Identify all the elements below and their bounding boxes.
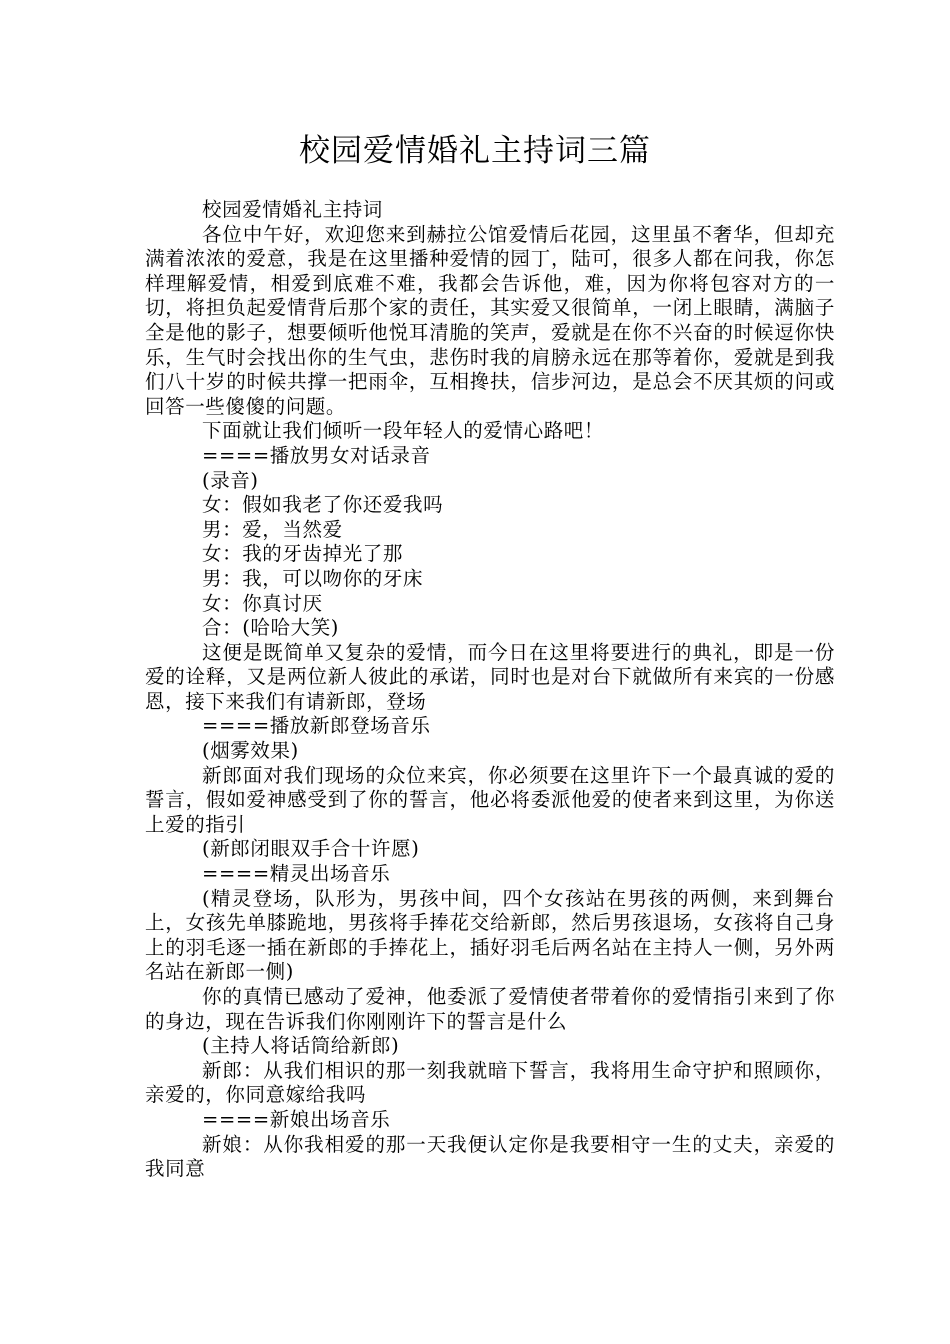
paragraph-cue: ====播放男女对话录音: [202, 443, 431, 467]
dialogue-line: 女：我的牙齿掉光了那: [202, 542, 404, 566]
paragraph: 新郎：从我们相识的那一刻我就暗下誓言，我将用生命守护和照顾你，亲爱的，你同意嫁给我吗: [145, 1058, 835, 1107]
paragraph-opening: 各位中午好，欢迎您来到赫拉公馆爱情后花园，这里虽不奢华，但却充满着浓浓的爱意，我是在这里播种爱情的园丁，陆可，很多人都在问我，你怎样理解爱情，相爱到底难不难，我都会告诉他，难，因为你将包容对方的一切，将担负起爱情背后那个家的责任，其实爱又很简单，一闭上眼睛，满脑子全是他的影子，想要倾听他悦耳清脆的笑声，爱就是在你不兴奋的时候逗你快乐，生气时会找出你的生气虫，悲伤时我的肩膀永远在那等着你，爱就是到我们八十岁的时候共撑一把雨伞，互相搀扶，信步河边，是总会不厌其烦的问或回答一些傻傻的问题。: [145, 222, 835, 418]
paragraph-cue: ====精灵出场音乐: [202, 862, 391, 886]
dialogue-line: 男：我，可以吻你的牙床: [202, 566, 424, 590]
document-title: 校园爱情婚礼主持词三篇: [299, 133, 651, 169]
paragraph-stage-direction: (精灵登场，队形为，男孩中间，四个女孩站在男孩的两侧，来到舞台上，女孩先单膝跪地，男孩将手捧花交给新郎，然后男孩退场，女孩将自己身上的羽毛逐一插在新郎的手捧花上，插好羽毛后两名站在主持人一侧，另外两名站在新郎一侧): [145, 886, 835, 984]
paragraph-cue: ====新娘出场音乐: [202, 1107, 391, 1131]
paragraph: 新娘：从你我相爱的那一天我便认定你是我要相守一生的丈夫，亲爱的我同意: [145, 1132, 835, 1181]
paragraph-subtitle: 校园爱情婚礼主持词: [202, 198, 383, 221]
paragraph: 你的真情已感动了爱神，他委派了爱情使者带着你的爱情指引来到了你的身边，现在告诉我们你刚刚许下的誓言是什么: [145, 985, 835, 1033]
paragraph: 下面就让我们倾听一段年轻人的爱情心路吧！: [202, 419, 605, 443]
paragraph: 这便是既简单又复杂的爱情，而今日在这里将要进行的典礼，即是一份爱的诠释，又是两位新人彼此的承诺，同时也是对台下就做所有来宾的一份感恩，接下来我们有请新郎，登场: [145, 640, 835, 713]
dialogue-line: 女：假如我老了你还爱我吗: [202, 493, 444, 517]
dialogue-line: 男：爱，当然爱: [202, 517, 343, 541]
paragraph-stage-direction: (主持人将话筒给新郎): [202, 1034, 400, 1058]
paragraph-stage-direction: (新郎闭眼双手合十许愿): [202, 837, 420, 861]
paragraph-stage-direction: (录音): [202, 468, 259, 492]
document-body: [145, 198, 835, 1182]
paragraph-cue: ====播放新郎登场音乐: [202, 714, 431, 738]
dialogue-line: 合：(哈哈大笑): [202, 616, 340, 640]
paragraph: 新郎面对我们现场的众位来宾，你必须要在这里许下一个最真诚的爱的誓言，假如爱神感受到了你的誓言，他必将委派他爱的使者来到这里，为你送上爱的指引: [145, 763, 835, 836]
paragraph-stage-direction: (烟雾效果): [202, 739, 299, 763]
dialogue-line: 女：你真讨厌: [202, 591, 323, 615]
